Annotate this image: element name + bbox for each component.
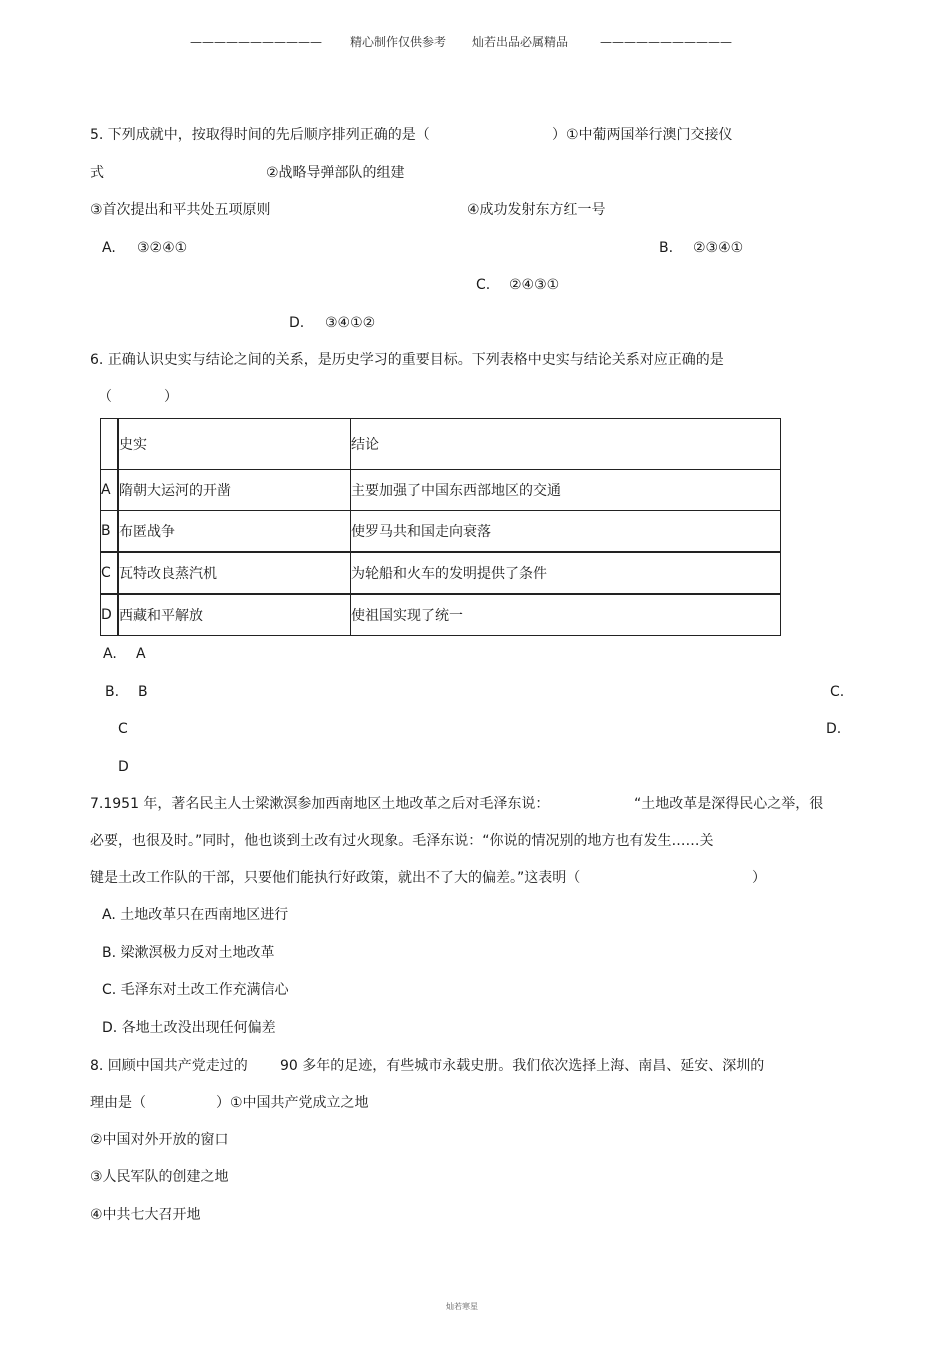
q8-item-3: ③人民军队的创建之地 xyxy=(90,1169,229,1185)
header-dashes-left: ——————————— xyxy=(190,35,322,49)
header-text-1: 精心制作仅供参考 xyxy=(350,35,447,49)
q5-option-a-value: ③②④① xyxy=(137,240,188,256)
q5-option-a-label: A. xyxy=(102,240,116,256)
q5-option-b-value: ②③④① xyxy=(693,240,744,256)
q7-option-a: A. 土地改革只在西南地区进行 xyxy=(102,907,289,923)
q7-stem-part4: 键是土改工作队的干部，只要他们能执行好政策，就出不了大的偏差。”这表明（ xyxy=(90,870,581,886)
q5-item-2: ②战略导弹部队的组建 xyxy=(266,165,405,181)
header-dashes-right: ——————————— xyxy=(600,35,732,49)
q6-option-c-label: C. xyxy=(830,684,845,700)
q8-stem-part1: 8. 回顾中国共产党走过的 xyxy=(90,1058,248,1074)
q5-option-c-value: ②④③① xyxy=(509,277,560,293)
table-cell-letter: C xyxy=(101,552,119,594)
table-cell-fact: 瓦特改良蒸汽机 xyxy=(118,552,351,594)
q5-option-d-value: ③④①② xyxy=(325,315,376,331)
q8-stem-part4: ）①中国共产党成立之地 xyxy=(216,1095,369,1111)
q8-item-2: ②中国对外开放的窗口 xyxy=(90,1132,229,1148)
q5-stem-part1: 5. 下列成就中，按取得时间的先后顺序排列正确的是（ xyxy=(90,127,430,143)
q7-option-d: D. 各地土改没出现任何偏差 xyxy=(102,1020,276,1036)
q7-stem-part3: 必要，也很及时。”同时，他也谈到土改有过火现象。毛泽东说：“你说的情况别的地方也有发生……关 xyxy=(90,833,714,849)
table-header-cell xyxy=(101,419,119,470)
q7-stem-part5: ） xyxy=(752,870,766,886)
q5-option-c-label: C. xyxy=(476,277,491,293)
q6-option-b-value: B xyxy=(138,684,148,700)
table-cell-fact: 西藏和平解放 xyxy=(118,594,351,636)
table-cell-conclusion: 主要加强了中国东西部地区的交通 xyxy=(351,470,781,511)
q7-stem-part1: 7.1951 年，著名民主人士梁漱溟参加西南地区土地改革之后对毛泽东说： xyxy=(90,796,550,812)
q6-stem: 6. 正确认识史实与结论之间的关系，是历史学习的重要目标。下列表格中史实与结论关系对应正确的是 xyxy=(90,352,724,368)
q5-item-4: ④成功发射东方红一号 xyxy=(467,202,606,218)
q6-option-c-value: C xyxy=(118,721,128,737)
page-footer: 灿若寒星 xyxy=(446,1302,478,1311)
table-cell-fact: 隋朝大运河的开凿 xyxy=(118,470,351,511)
table-row xyxy=(101,470,781,511)
table-cell-letter: D xyxy=(101,594,119,636)
table-header-cell: 结论 xyxy=(351,419,781,470)
q8-stem-part2: 90 多年的足迹，有些城市永载史册。我们依次选择上海、南昌、延安、深圳的 xyxy=(280,1058,765,1074)
table-header-cell: 史实 xyxy=(118,419,351,470)
q6-option-d-value: D xyxy=(118,759,129,775)
q8-stem-part3: 理由是（ xyxy=(90,1095,146,1111)
q5-stem-part3: 式 xyxy=(90,165,104,181)
q8-item-4: ④中共七大召开地 xyxy=(90,1207,201,1223)
table-cell-letter: A xyxy=(101,470,119,511)
table-cell-conclusion: 使罗马共和国走向衰落 xyxy=(351,511,781,553)
table-row xyxy=(101,594,781,636)
q6-option-b-label: B. xyxy=(105,684,120,700)
q5-stem-part2: ）①中葡两国举行澳门交接仪 xyxy=(552,127,733,143)
q6-paren-open: （ xyxy=(98,389,112,405)
q7-stem-part2: “土地改革是深得民心之举，很 xyxy=(634,796,824,812)
q6-option-d-label: D. xyxy=(826,721,842,737)
fact-conclusion-table xyxy=(100,418,781,636)
table-cell-conclusion: 为轮船和火车的发明提供了条件 xyxy=(351,552,781,594)
q7-option-b: B. 梁漱溟极力反对土地改革 xyxy=(102,945,275,961)
q6-option-a-value: A xyxy=(136,646,146,662)
table-cell-fact: 布匿战争 xyxy=(118,511,351,553)
q6-paren-close: ） xyxy=(164,389,178,405)
q7-option-c: C. 毛泽东对土改工作充满信心 xyxy=(102,982,289,998)
table-header-row xyxy=(101,419,781,470)
q5-item-3: ③首次提出和平共处五项原则 xyxy=(90,202,271,218)
q5-option-b-label: B. xyxy=(659,240,674,256)
table-cell-letter: B xyxy=(101,511,119,553)
q6-option-a-label: A. xyxy=(103,646,117,662)
table-row xyxy=(101,511,781,553)
q5-option-d-label: D. xyxy=(289,315,305,331)
table-row xyxy=(101,552,781,594)
header-text-2: 灿若出品必属精品 xyxy=(472,35,569,49)
table-cell-conclusion: 使祖国实现了统一 xyxy=(351,594,781,636)
